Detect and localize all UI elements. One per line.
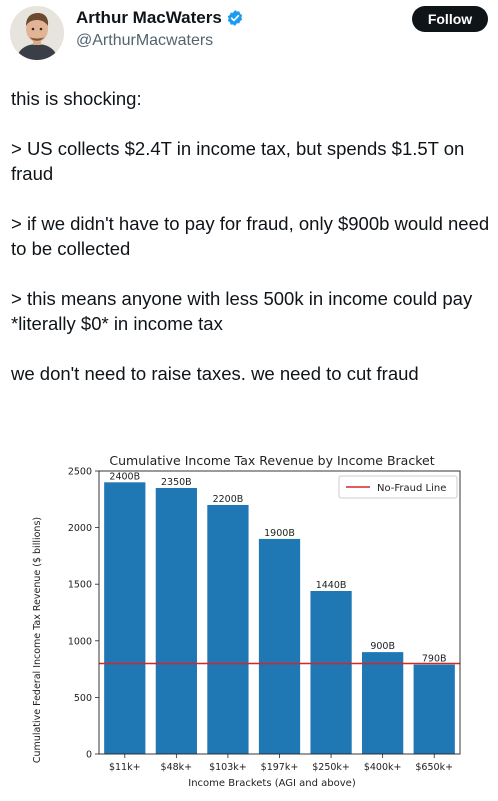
- avatar-image: [10, 6, 64, 60]
- x-tick-label: $400k+: [363, 762, 402, 773]
- follow-button[interactable]: Follow: [412, 6, 488, 32]
- bar-value-label: 1900B: [264, 527, 295, 539]
- bar-value-label: 2200B: [212, 493, 244, 505]
- bar: [207, 505, 248, 754]
- x-tick-label: $48k+: [160, 762, 193, 773]
- author-name[interactable]: Arthur MacWaters: [76, 8, 222, 27]
- y-tick-label: 500: [73, 692, 92, 704]
- x-tick-label: $11k+: [108, 762, 141, 773]
- bar-value-label: 900B: [370, 641, 395, 653]
- tweet-media-chart[interactable]: [0, 444, 498, 796]
- bar: [259, 539, 300, 754]
- bar-value-label: 790B: [421, 653, 447, 665]
- legend-label: No-Fraud Line: [377, 483, 447, 494]
- tweet-paragraph: we don't need to raise taxes. we need to cut fraud: [11, 363, 419, 384]
- x-tick-label: $650k+: [415, 762, 454, 773]
- y-tick-label: 0: [85, 749, 92, 761]
- tweet-paragraph: > if we didn't have to pay for fraud, only $900b would need to be collected: [11, 213, 495, 259]
- chart-legend: [339, 476, 457, 498]
- y-tick-label: 1000: [67, 636, 92, 648]
- bar: [414, 665, 455, 754]
- y-axis-label: Cumulative Federal Income Tax Revenue ($ billions): [32, 516, 43, 764]
- y-tick-label: 1500: [67, 579, 92, 591]
- chart-title: Cumulative Income Tax Revenue by Income Bracket: [109, 453, 435, 468]
- bar: [104, 482, 145, 754]
- x-tick-label: $250k+: [312, 762, 350, 773]
- verified-badge-icon: [226, 9, 244, 27]
- bar: [362, 652, 403, 754]
- bar-value-label: 2400B: [109, 471, 141, 483]
- tweet-paragraph: this is shocking:: [11, 88, 142, 109]
- author-name-row: [76, 8, 244, 28]
- y-tick-label: 2000: [67, 523, 92, 535]
- tweet-header: [0, 0, 498, 70]
- bar-chart: [0, 444, 498, 796]
- x-axis-label: Income Brackets (AGI and above): [188, 778, 356, 789]
- tweet-paragraph: > US collects $2.4T in income tax, but spends $1.5T on fraud: [11, 138, 470, 184]
- tweet-text: [11, 86, 495, 411]
- author-handle[interactable]: @ArthurMacwaters: [76, 32, 214, 49]
- bar-value-label: 1440B: [315, 579, 347, 591]
- bar: [156, 488, 197, 754]
- x-tick-label: $197k+: [260, 762, 299, 773]
- x-tick-label: $103k+: [209, 762, 247, 773]
- bar-value-label: 2350B: [161, 476, 192, 488]
- tweet-paragraph: > this means anyone with less 500k in income could pay *literally $0* in income tax: [11, 288, 478, 334]
- bar: [310, 591, 351, 754]
- y-tick-label: 2500: [67, 466, 92, 478]
- avatar[interactable]: [10, 6, 64, 60]
